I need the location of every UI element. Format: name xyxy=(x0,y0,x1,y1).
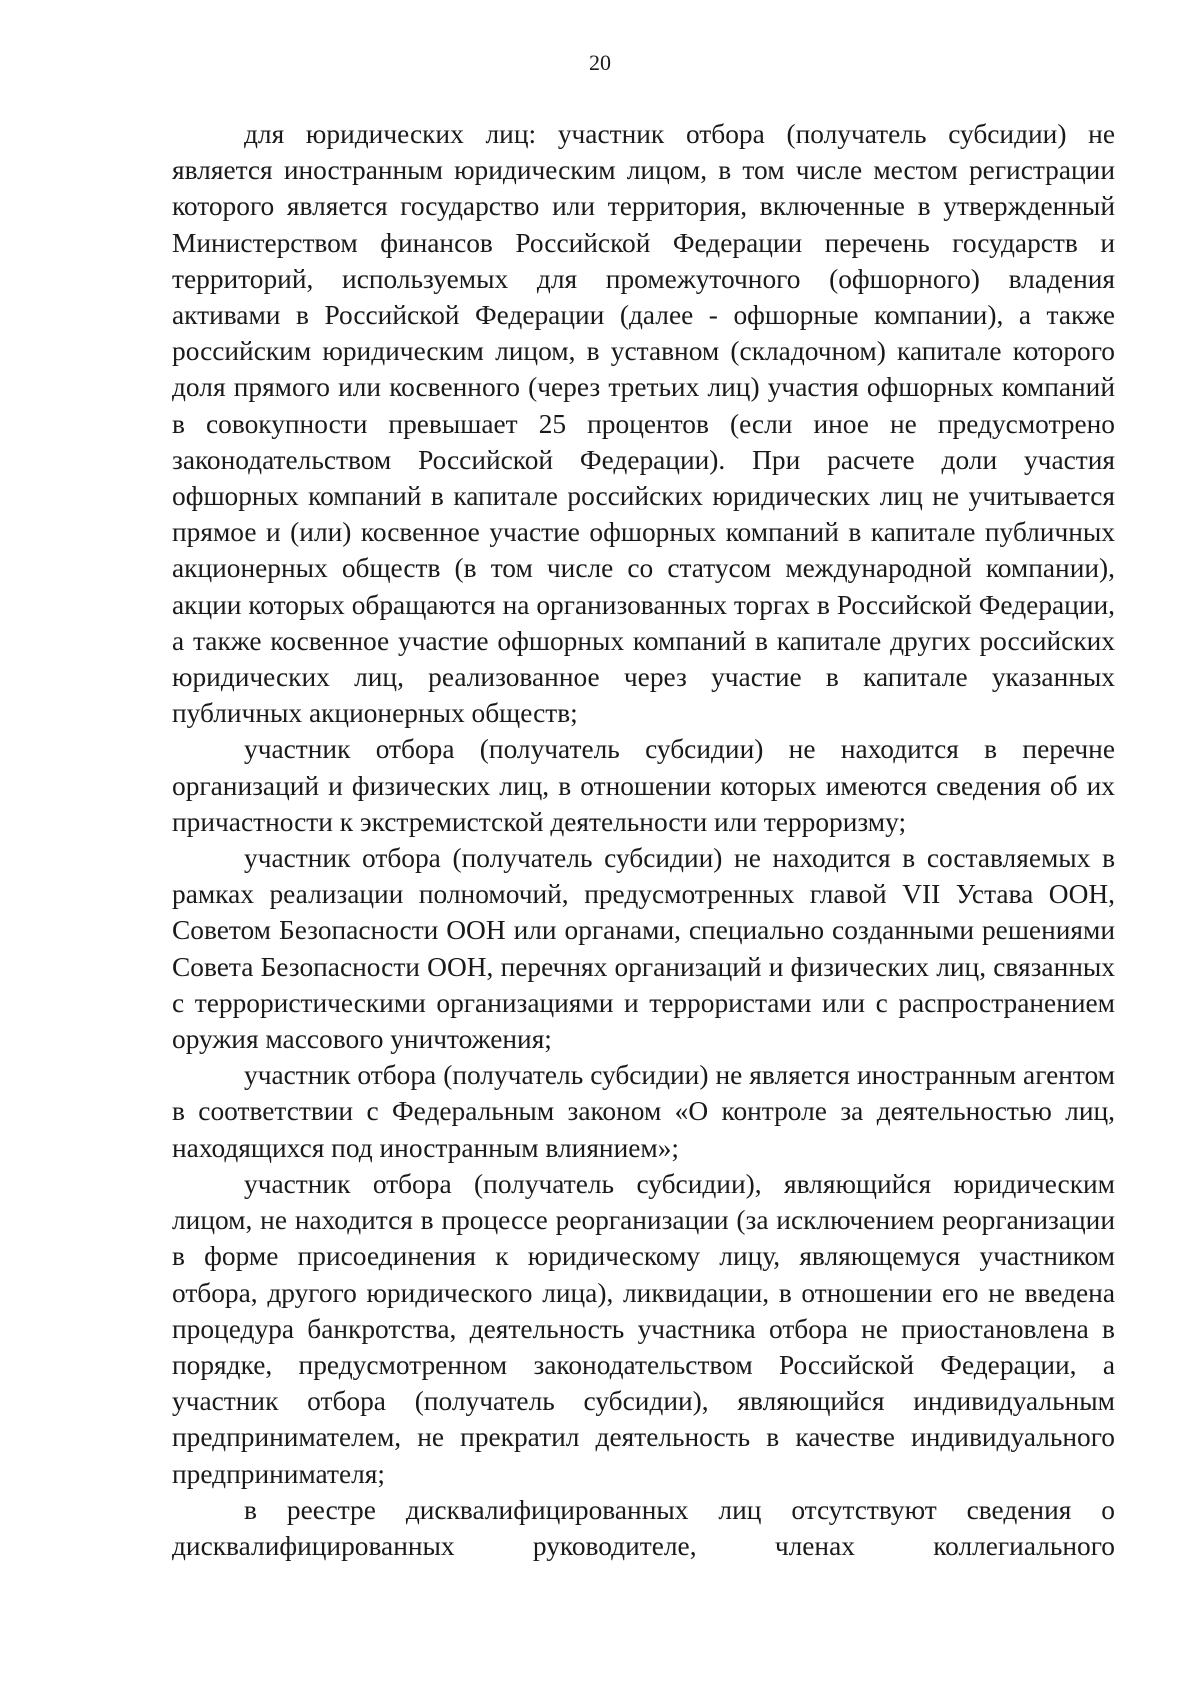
document-body xyxy=(172,116,1115,1564)
paragraph-foreign-agent: участник отбора (получатель субсидии) не является иностранным агентом в соответствии с Федеральным законом «О контроле за деятельностью лиц, находящихся под иностранным влиянием»; xyxy=(172,1060,1115,1163)
paragraph-un-security-council-lists: участник отбора (получатель субсидии) не находится в составляемых в рамках реализации полномочий, предусмотренных главой VII Устава ООН, Советом Безопасности ООН или органами, специально созданными решениями Совета Безопасности ООН, перечнях организаций и физических лиц, связанных с террористическими организациями и террористами или с распространением оружия массового уничтожения; xyxy=(172,843,1115,1055)
paragraph-extremism-list: участник отбора (получатель субсидии) не находится в перечне организаций и физических лиц, в отношении которых имеются сведения об их причастности к экстремистской деятельности или терроризму; xyxy=(172,734,1115,837)
paragraph-disqualified-persons-registry: в реестре дисквалифицированных лиц отсутствуют сведения о дисквалифицированных руководителе, членах коллегиального xyxy=(172,1494,1115,1561)
paragraph-reorganization-liquidation: участник отбора (получатель субсидии), являющийся юридическим лицом, не находится в процессе реорганизации (за исключением реорганизации в форме присоединения к юридическому лицу, являющемуся участником отбора, другого юридического лица), ликвидации, в отношении его не введена процедура банкротства, деятельность участника отбора не приостановлена в порядке, предусмотренном законодательством Российской Федерации, а участник отбора (получатель субсидии), являющийся индивидуальным предпринимателем, не прекратил деятельность в качестве индивидуального предпринимателя; xyxy=(172,1168,1115,1489)
page-number: 20 xyxy=(589,50,611,75)
paragraph-offshore-companies: для юридических лиц: участник отбора (получатель субсидии) не является иностранным юридическим лицом, в том числе местом регистрации которого является государство или территория, включенные в утвержденный Министерством финансов Российской Федерации перечень государств и территорий, используемых для промежуточного (офшорного) владения активами в Российской Федерации (далее - офшорные компании), а также российским юридическим лицом, в уставном (складочном) капитале которого доля прямого или косвенного (через третьих лиц) участия офшорных компаний в совокупности превышает 25 процентов (если иное не предусмотрено законодательством Российской Федерации). При расчете доли участия офшорных компаний в капитале российских юридических лиц не учитывается прямое и (или) косвенное участие офшорных компаний в капитале публичных акционерных обществ (в том числе со статусом международной компании), акции которых обращаются на организованных торгах в Российской Федерации, а также косвенное участие офшорных компаний в капитале других российских юридических лиц, реализованное через участие в капитале указанных публичных акционерных обществ; xyxy=(172,119,1115,729)
